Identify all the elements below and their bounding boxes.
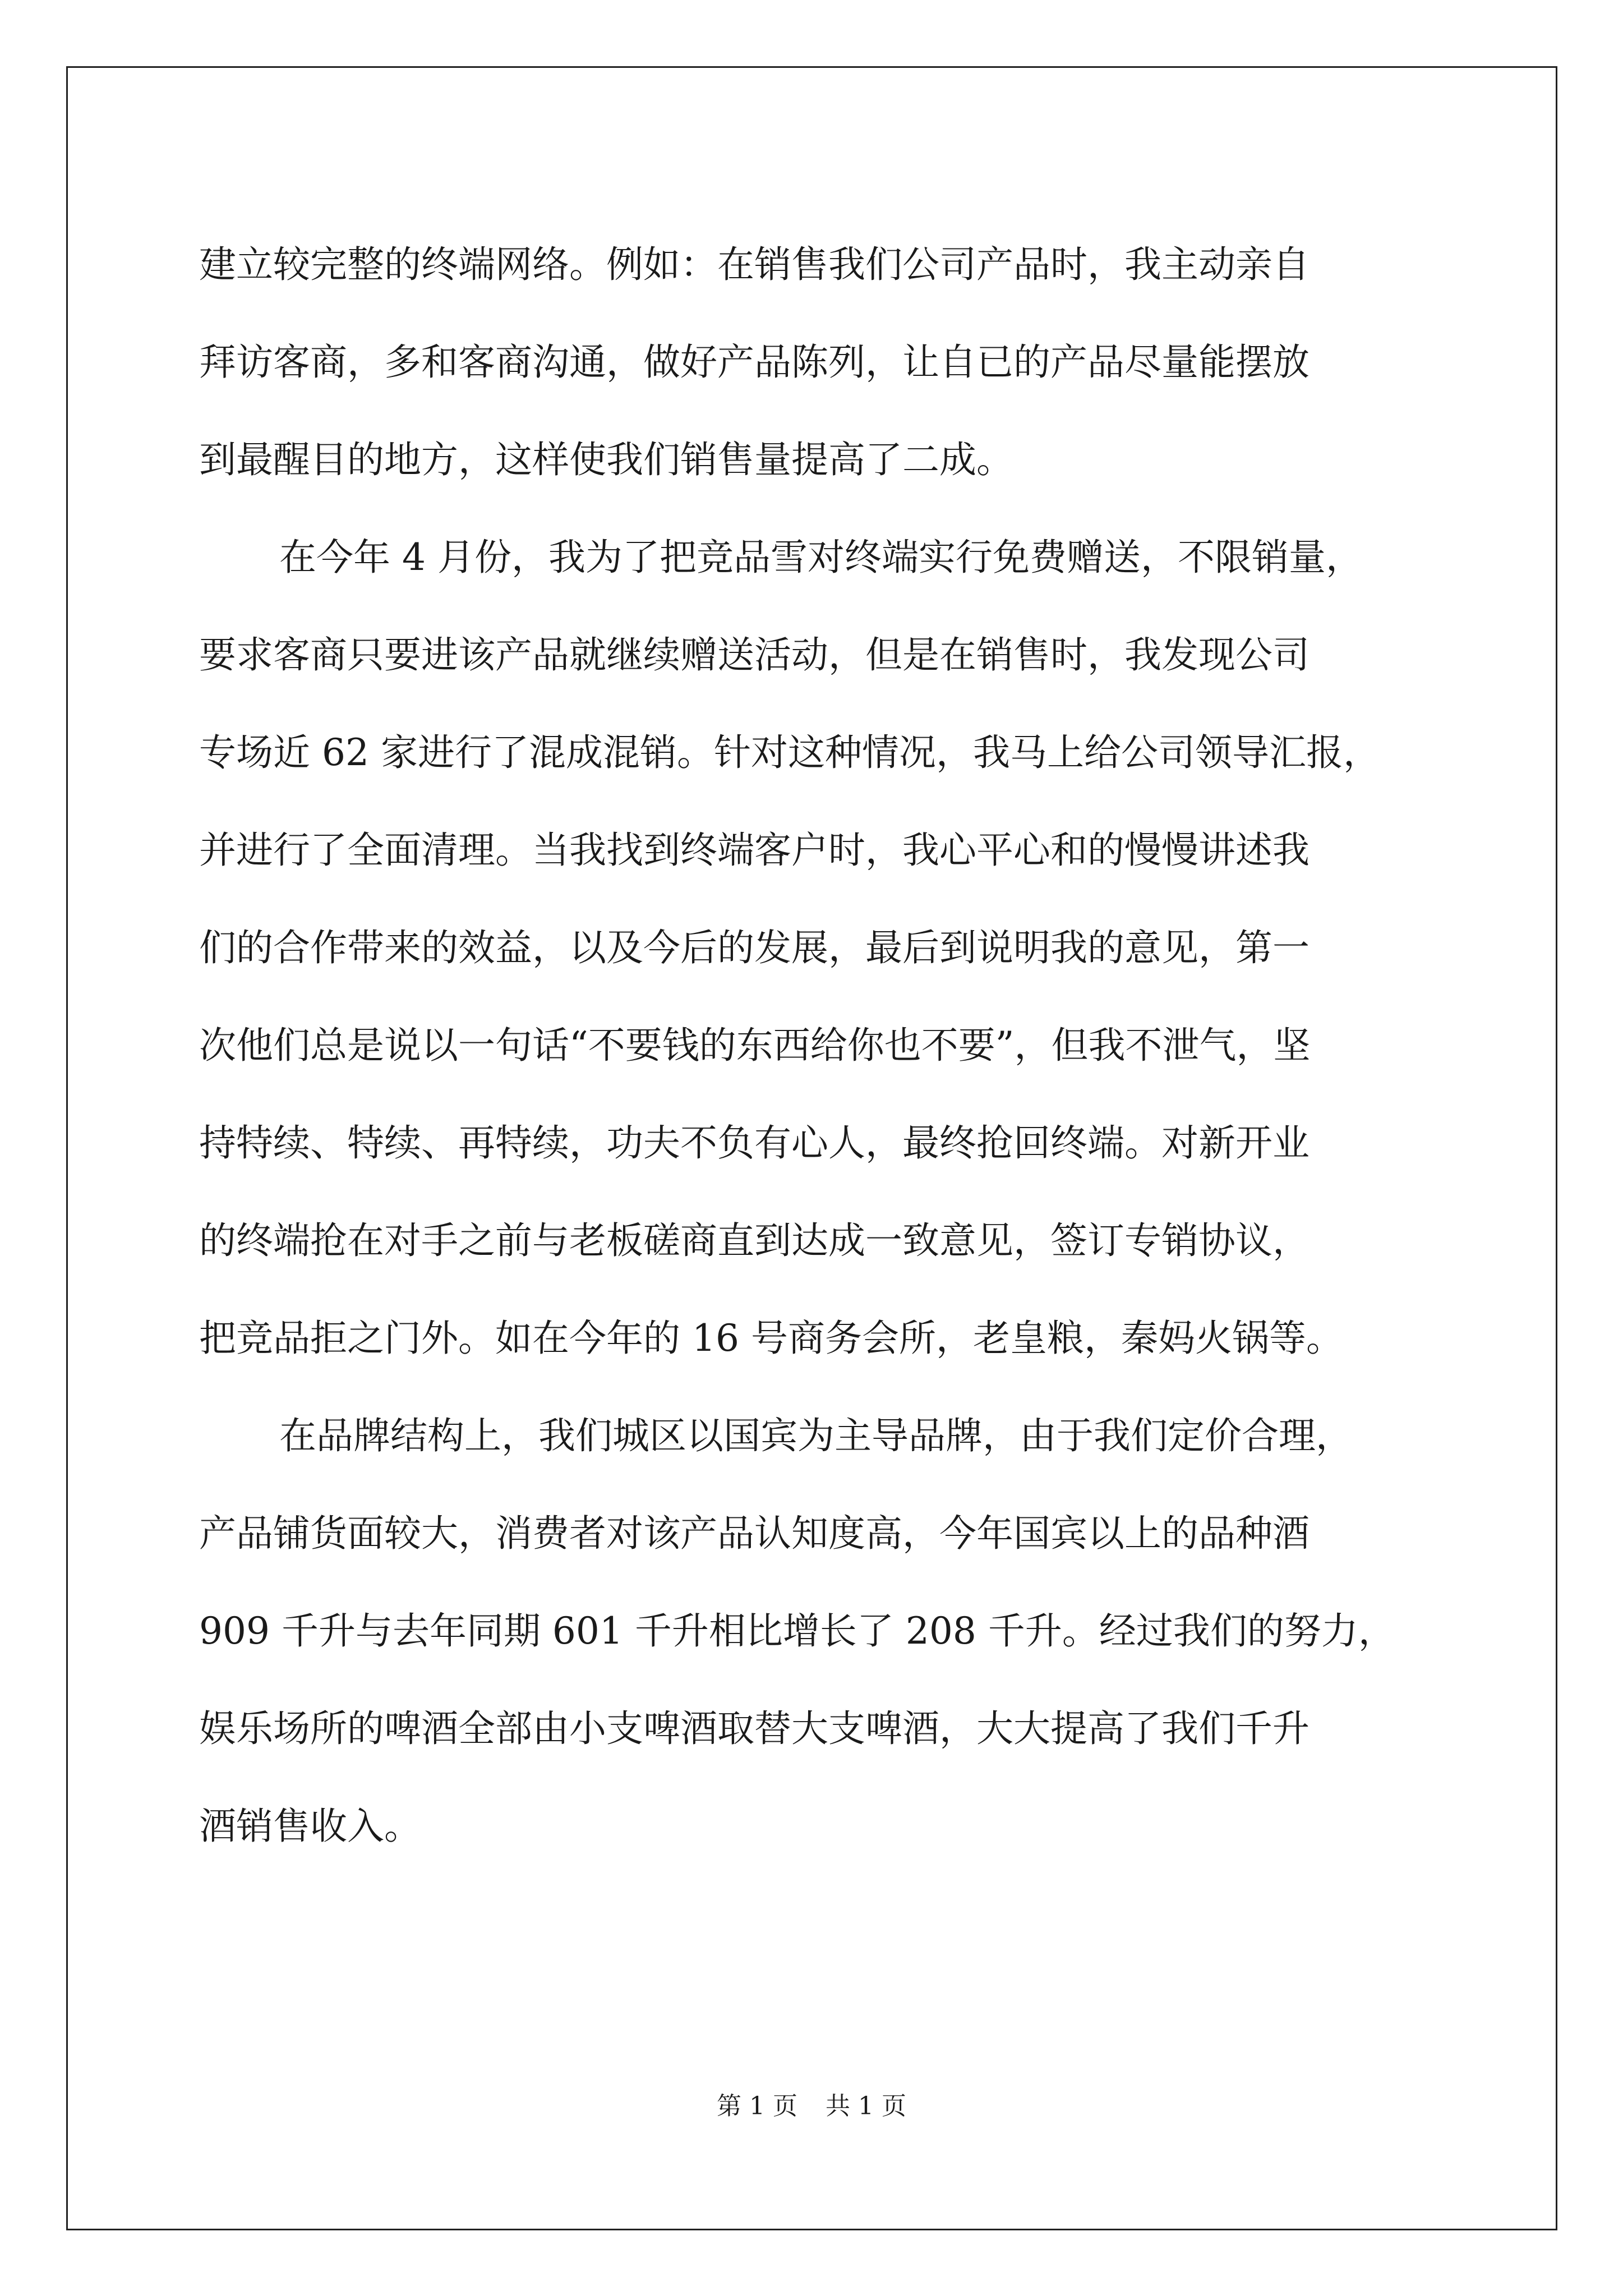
text-line: 们的合作带来的效益，以及今后的发展，最后到说明我的意见，第一 [199,926,1310,969]
text-line: 建立较完整的终端网络。例如：在销售我们公司产品时，我主动亲自 [199,243,1310,286]
text-line: 专场近 62 家进行了混成混销。针对这种情况，我马上给公司领导汇报， [199,731,1380,774]
text-line: 拜访客商，多和客商沟通，做好产品陈列，让自已的产品尽量能摆放 [199,341,1310,384]
text-line: 的终端抢在对手之前与老板磋商直到达成一致意见，签订专销协议， [199,1219,1310,1262]
text-line: 娱乐场所的啤酒全部由小支啤酒取替大支啤酒，大大提高了我们千升 [199,1707,1310,1750]
text-line: 产品铺货面较大，消费者对该产品认知度高，今年国宾以上的品种酒 [199,1512,1310,1555]
page-number: 第 1 页 [717,2092,797,2120]
text-line: 在今年 4 月份，我为了把竞品雪对终端实行免费赠送，不限销量， [279,536,1363,579]
text-line: 要求客商只要进该产品就继续赠送活动，但是在销售时，我发现公司 [199,633,1310,677]
text-line: 在品牌结构上，我们城区以国宾为主导品牌，由于我们定价合理， [279,1414,1353,1457]
text-line: 把竞品拒之门外。如在今年的 16 号商务会所，老皇粮，秦妈火锅等。 [199,1317,1343,1360]
text-line: 酒销售收入。 [199,1805,421,1848]
text-line: 次他们总是说以一句话“不要钱的东西给你也不要”，但我不泄气，坚 [199,1024,1311,1067]
page-footer [0,2086,1623,2122]
text-line: 持特续、特续、再特续，功夫不负有心人，最终抢回终端。对新开业 [199,1121,1310,1165]
page-total: 共 1 页 [826,2092,906,2120]
text-line: 到最醒目的地方，这样使我们销售量提高了二成。 [199,438,1013,481]
text-line: 909 千升与去年同期 601 千升相比增长了 208 千升。经过我们的努力， [199,1609,1395,1653]
text-line: 并进行了全面清理。当我找到终端客户时，我心平心和的慢慢讲述我 [199,829,1310,872]
document-body [199,216,1450,1875]
